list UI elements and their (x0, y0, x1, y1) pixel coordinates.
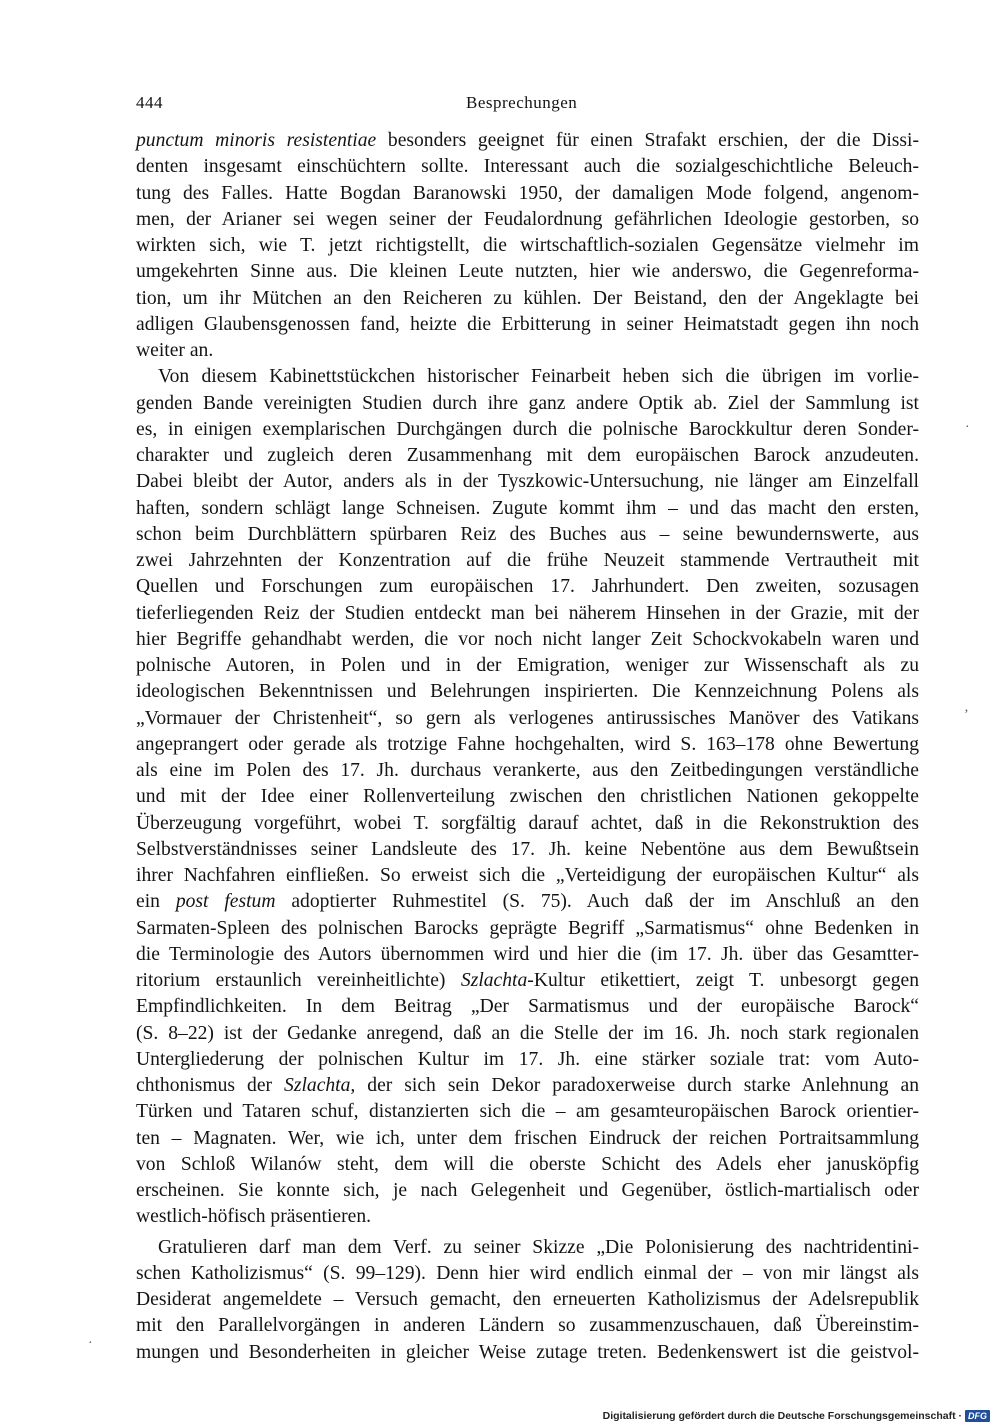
body-text (136, 128, 919, 1366)
text-line: umgekehrten Sinne aus. Die kleinen Leute nutzten, hier wie anderswo, die Gegenreforma- (136, 261, 919, 283)
text-line: wirkten sich, wie T. jetzt richtigstellt, die wirtschaftlich-sozialen Gegensätze vielmehr im (136, 235, 919, 256)
text-line (136, 1073, 919, 1099)
text-line: (S. 8–22) ist der Gedanke anregend, daß an die Stelle der im 16. Jh. noch stark regionalen (136, 1022, 919, 1044)
term-szlachta: Szlachta (460, 970, 528, 991)
digitization-credit (603, 1410, 990, 1422)
text-line: und mit der Idee einer Rollenverteilung zwischen den christlichen Nationen gekoppelte (136, 786, 919, 808)
text-line: Überzeugung vorgeführt, wobei T. sorgfältig darauf achtet, daß in die Rekonstruktion des (136, 812, 919, 834)
line-seg: ein (136, 891, 176, 913)
text-line: genden Bande vereinigten Studien durch ihre ganz andere Optik ab. Ziel der Sammlung ist (136, 392, 919, 414)
text-line (136, 889, 919, 915)
text-line: mit den Parallelvorgängen in anderen Ländern so zusammenzuschauen, daß Übereinstim- (136, 1315, 919, 1337)
credit-text: Digitalisierung gefördert durch die Deutsche Forschungsgemeinschaft · (602, 1410, 962, 1422)
line-seg: -Kultur etikettiert, zeigt T. unbesorgt gegen (527, 970, 919, 991)
text-line: tung des Falles. Hatte Bogdan Baranowski 1950, der damaligen Mode folgend, angenom- (136, 182, 919, 204)
text-line: erscheinen. Sie konnte sich, je nach Gelegenheit und Gegenüber, östlich-martialisch oder (136, 1180, 919, 1201)
text-line: angeprangert oder gerade als trotzige Fahne hochgehalten, wird S. 163–178 ohne Bewertung (136, 733, 919, 755)
margin-mark: ‚ (964, 700, 969, 715)
margin-mark: · (88, 1336, 93, 1351)
text-line: charakter und zugleich deren Zusammenhang mit dem europäischen Barock anzudeuten. (136, 445, 919, 466)
running-head: Besprechungen (466, 93, 578, 112)
dfg-logo: DFG (965, 1410, 990, 1422)
text-line: ten – Magnaten. Wer, wie ich, unter dem frischen Eindruck der reichen Portraitsammlung (136, 1127, 919, 1149)
text-line: adligen Glaubensgenossen fand, heizte die Erbitterung in seiner Heimatstadt gegen ihn noch (136, 313, 919, 335)
text-line: von Schloß Wilanów steht, dem will die oberste Schicht des Adels eher janusköpfig (136, 1153, 919, 1175)
text-line: zwei Jahrzehnten der Konzentration auf die frühe Neuzeit stammende Vertrautheit mit (136, 550, 919, 571)
text-line (136, 968, 919, 994)
text-line: hier Begriffe gehandhabt werden, die vor noch nicht langer Zeit Schockvokabeln waren und (136, 628, 919, 650)
text-line: Empfindlichkeiten. In dem Beitrag „Der Sarmatismus und der europäische Barock“ (136, 996, 919, 1018)
text-line: Desiderat angemeldete – Versuch gemacht, den erneuerten Katholizismus der Adelsrepublik (136, 1289, 919, 1310)
text-line: Quellen und Forschungen zum europäischen 17. Jahrhundert. Den zweiten, sozusagen (136, 576, 919, 598)
text-line: westlich-höfisch präsentieren. (136, 1206, 372, 1228)
text-line: Sarmaten-Spleen des polnischen Barocks geprägte Begriff „Sarmatismus“ ohne Bedenken in (136, 917, 919, 939)
page-number: 444 (136, 93, 163, 112)
text-line: weiter an. (136, 340, 214, 361)
text-line: schen Katholizismus“ (S. 99–129). Denn hier wird endlich einmal der – von mir längst als (136, 1262, 919, 1284)
text-line: Selbstverständnisses seiner Landsleute des 17. Jh. keine Nebentöne aus dem Bewußtsein (136, 838, 919, 860)
text-line: tieferliegenden Reiz der Studien entdeckt man bei näherem Hinsehen in der Grazie, mit der (136, 602, 919, 624)
text-line: tion, um ihr Mütchen an den Reicheren zu kühlen. Der Beistand, den der Angeklagte bei (136, 287, 919, 309)
line-rest: besonders geeignet für einen Strafakt erschien, der die Dissi- (376, 130, 919, 151)
text-line: als eine im Polen des 17. Jh. durchaus verankerte, aus den Zeitbedingungen verständliche (136, 760, 919, 781)
text-line: haften, sondern schlägt lange Schneisen. Zugute kommt ihm – und das macht den ersten, (136, 497, 919, 519)
text-line: Von diesem Kabinettstückchen historischer Feinarbeit heben sich die übrigen im vorlie- (158, 366, 919, 388)
text-line: es, in einigen exemplarischen Durchgängen durch die polnische Barockkultur deren Sonder- (136, 418, 919, 440)
text-line: men, der Arianer sei wegen seiner der Feudalordnung gefährlichen Ideologie gestorben, so (136, 208, 919, 230)
line-seg: adoptierter Ruhmestitel (S. 75). Auch daß der im Anschluß an den (275, 891, 920, 913)
text-line (136, 128, 919, 154)
line-seg: chthonismus der (136, 1075, 285, 1096)
line-seg: ritorium erstaunlich vereinheitlichte) (136, 970, 461, 991)
text-line: ideologischen Bekenntnissen und Belehrungen inspirierten. Die Kennzeichnung Polens als (136, 681, 919, 703)
text-line: denten insgesamt einschüchtern sollte. Interessant auch die sozialgeschichtliche Beleuch- (136, 156, 919, 178)
text-line: Gratulieren darf man dem Verf. zu seiner Skizze „Die Polonisierung des nachtridentini- (158, 1236, 919, 1258)
term-szlachta: Szlachta, (284, 1075, 356, 1096)
text-line: Dabei bleibt der Autor, anders als in der Tyszkowic-Untersuchung, nie länger am Einzelfall (136, 471, 919, 493)
text-line: polnische Autoren, in Polen und in der Emigration, weniger zur Wissenschaft als zu (136, 655, 919, 676)
text-line: Untergliederung der polnischen Kultur im 17. Jh. eine stärker soziale trat: vom Auto- (136, 1048, 919, 1070)
text-line: schon beim Durchblättern spürbaren Reiz des Buches aus – seine bewundernswerte, aus (136, 523, 919, 545)
text-line: mungen und Besonderheiten in gleicher Weise zutage treten. Bedenkenswert ist die geistvol- (136, 1341, 919, 1363)
latin-phrase: post festum (175, 891, 276, 913)
text-line: „Vormauer der Christenheit“, so gern als verlogenes antirussisches Manöver des Vatikans (136, 707, 919, 729)
text-line: Türken und Tataren schuf, distanzierten sich die – am gesamteuropäischen Barock orientier- (136, 1101, 919, 1123)
margin-mark: · (965, 420, 970, 435)
text-line: ihrer Nachfahren einfließen. So erweist sich die „Verteidigung der europäischen Kultur“ als (136, 865, 919, 886)
line-seg: der sich sein Dekor paradoxerweise durch starke Anlehnung an (355, 1075, 920, 1096)
latin-phrase: punctum minoris resistentiae (136, 130, 377, 151)
text-line: die Terminologie des Autors übernommen wird und hier die (im 17. Jh. über das Gesamtter- (136, 943, 919, 965)
